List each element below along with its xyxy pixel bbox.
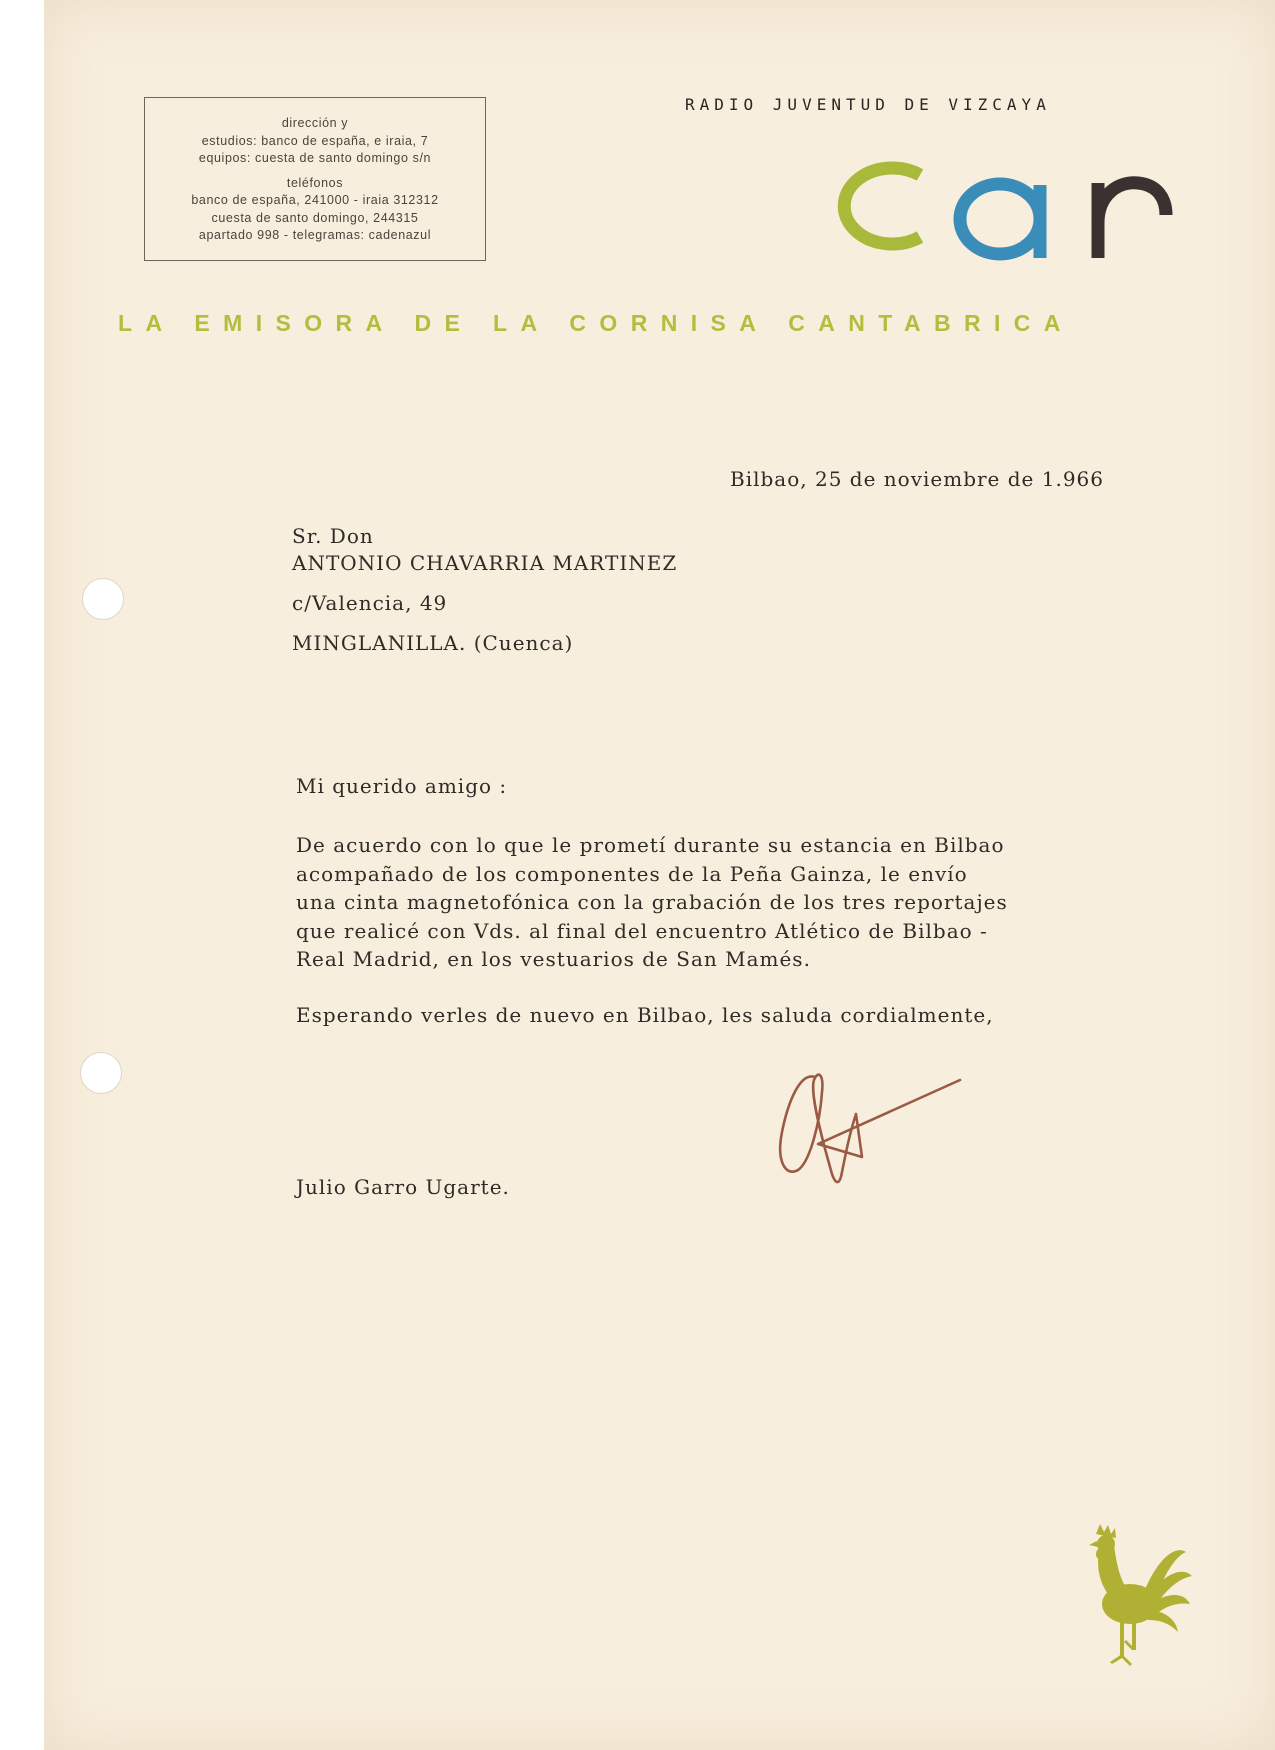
slogan: LA EMISORA DE LA CORNISA CANTABRICA (118, 310, 1074, 336)
body-line: acompañado de los componentes de la Peña Gainza, le envío (296, 861, 968, 886)
contact-line-2: estudios: banco de españa, e iraia, 7 (201, 133, 429, 148)
body-line: una cinta magnetofónica con la grabación de los tres reportajes (296, 890, 1008, 914)
greeting: Mi querido amigo : (296, 774, 508, 798)
punch-hole-upper (82, 578, 124, 620)
letter-date: Bilbao, 25 de noviembre de 1.966 (730, 467, 1105, 491)
body-line: Real Madrid, en los vestuarios de San Mamés. (296, 947, 811, 971)
recipient-street: c/Valencia, 49 (292, 591, 448, 615)
handwritten-signature (770, 1062, 970, 1192)
contact-line-5: banco de españa, 241000 - iraia 312312 (191, 193, 439, 207)
contact-line-1: dirección y (281, 116, 349, 130)
recipient-salutation: Sr. Don (292, 524, 374, 548)
body-paragraph (296, 831, 1008, 974)
rooster-icon (1086, 1522, 1196, 1677)
contact-line-4: teléfonos (286, 175, 344, 190)
recipient-address (292, 523, 677, 657)
closing-line: Esperando verles de nuevo en Bilbao, les saluda cordialmente, (296, 1003, 994, 1027)
signatory-name: Julio Garro Ugarte. (296, 1175, 510, 1199)
recipient-city: MINGLANILLA. (Cuenca) (292, 631, 574, 655)
contact-info-box (144, 97, 486, 261)
punch-hole-lower (80, 1052, 122, 1094)
recipient-name: ANTONIO CHAVARRIA MARTINEZ (292, 551, 678, 575)
contact-line-6: cuesta de santo domingo, 244315 (211, 210, 419, 225)
station-name: RADIO JUVENTUD DE VIZCAYA (685, 95, 1051, 114)
car-logo (800, 145, 1180, 265)
contact-line-7: apartado 998 - telegramas: cadenazul (198, 228, 432, 242)
body-line: que realicé con Vds. al final del encuentro Atlético de Bilbao - (296, 918, 988, 943)
contact-line-3: equipos: cuesta de santo domingo s/n (198, 151, 432, 165)
body-line: De acuerdo con lo que le prometí durante su estancia en Bilbao (296, 833, 1005, 857)
